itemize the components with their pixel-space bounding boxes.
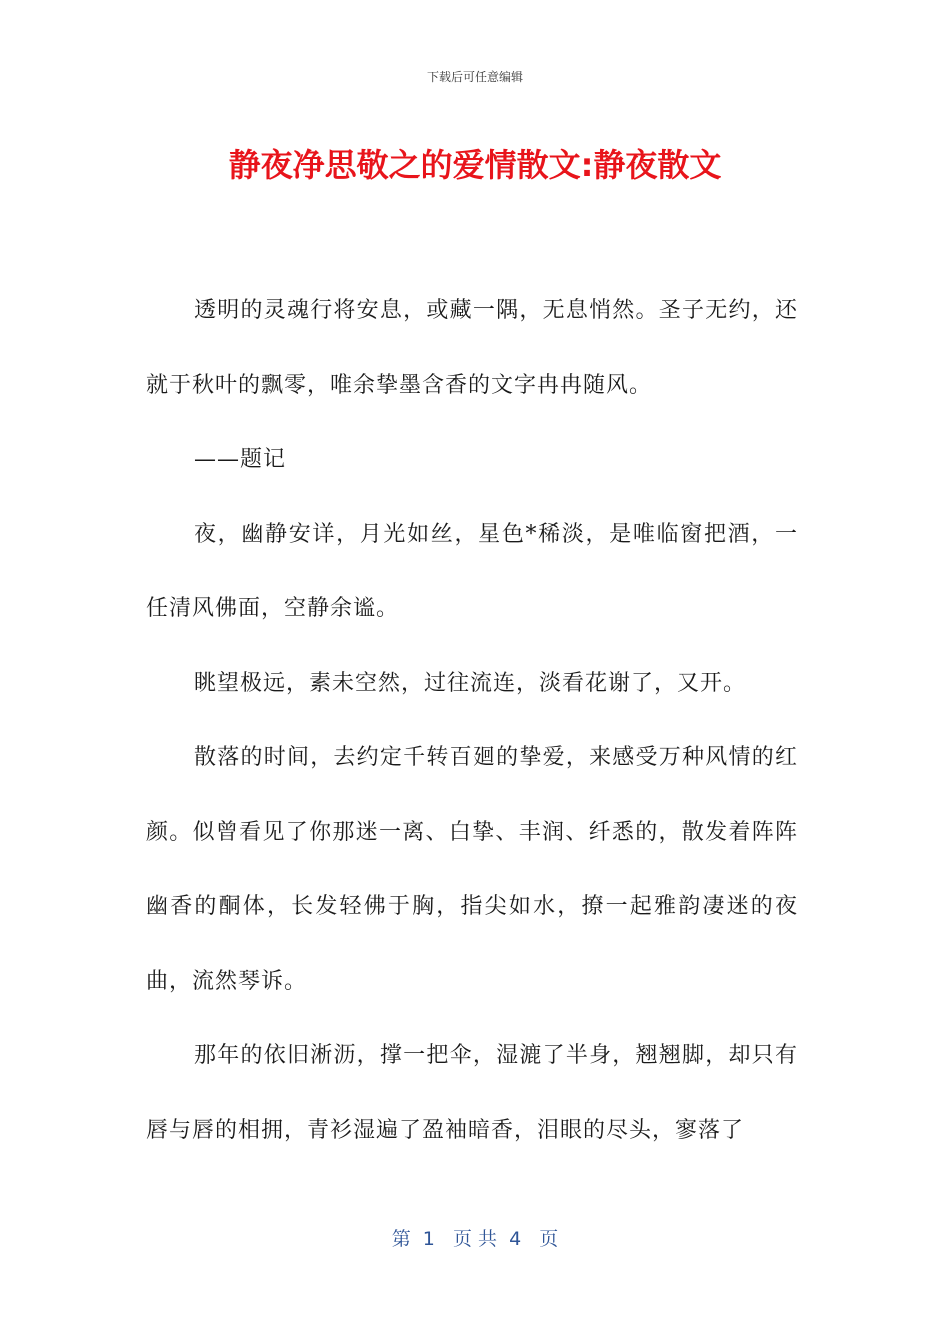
paragraph-scattered-time: 散落的时间，去约定千转百廻的挚爱，来感受万种风情的红颜。似曾看见了你那迷一离、白挚、丰润、纤悉的，散发着阵阵幽香的酮体，长发轻佛于胸，指尖如水，撩一起雅韵凄迷的夜曲，流然琴诉。 xyxy=(146,745,798,994)
document-body xyxy=(146,274,798,1168)
paragraph-night: 夜，幽静安详，月光如丝，星色*稀淡，是唯临窗把酒，一任清风佛面，空静余谧。 xyxy=(146,521,798,621)
header-note: 下载后可任意编辑 xyxy=(426,70,523,84)
paragraph-that-year: 那年的依旧淅沥，撑一把伞，湿漉了半身，翘翘脚，却只有唇与唇的相拥，青衫湿遍了盈袖暗香，泪眼的尽头，寥落了 xyxy=(146,1043,798,1143)
document-title: 静夜净思敬之的爱情散文:静夜散文 xyxy=(228,146,722,184)
paragraph-gaze: 眺望极远，素未空然，过往流连，淡看花谢了，又开。 xyxy=(194,670,747,696)
paragraph-preface: 透明的灵魂行将安息，或藏一隅，无息悄然。圣子无约，还就于秋叶的飘零，唯余挚墨含香的文字冉冉随风。 xyxy=(146,298,798,398)
page-number-footer: 第 1 页 共 4 页 xyxy=(391,1228,559,1250)
paragraph-inscription: ——题记 xyxy=(194,447,287,472)
